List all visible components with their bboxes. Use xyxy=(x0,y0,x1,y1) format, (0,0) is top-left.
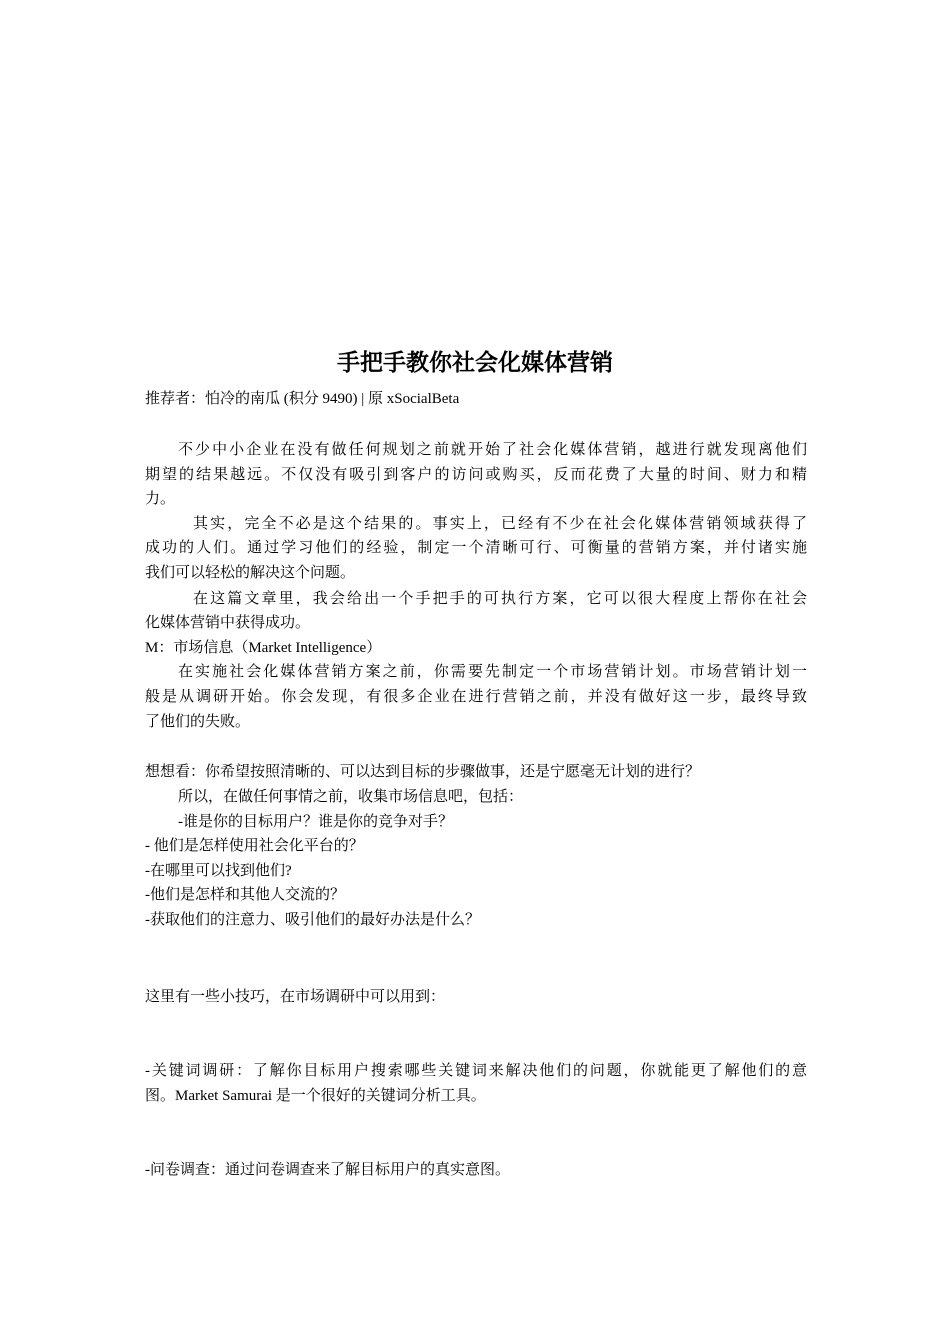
paragraph-line: 了他们的失败。 xyxy=(145,714,251,730)
paragraph-line: 在这篇文章里，我会给出一个手把手的可执行方案，它可以很大程度上帮你在社会 xyxy=(193,591,807,607)
list-item: -谁是你的目标用户？谁是你的竞争对手？ xyxy=(178,814,453,830)
paragraph-line: 图。Market Samurai 是一个很好的关键词分析工具。 xyxy=(145,1088,486,1104)
paragraph-line: 期望的结果越远。不仅没有吸引到客户的访问或购买，反而花费了大量的时间、财力和精 xyxy=(145,467,807,483)
paragraph-line: 成功的人们。通过学习他们的经验，制定一个清晰可行、可衡量的营销方案，并付诸实施 xyxy=(145,540,807,556)
list-item: -获取他们的注意力、吸引他们的最好办法是什么？ xyxy=(145,912,480,928)
paragraph-line: 所以，在做任何事情之前，收集市场信息吧，包括： xyxy=(178,789,524,805)
paragraph-line: 化媒体营销中获得成功。 xyxy=(145,615,311,631)
section-heading: M：市场信息（Market Intelligence） xyxy=(145,640,382,656)
paragraph-line: 在实施社会化媒体营销方案之前，你需要先制定一个市场营销计划。市场营销计划一 xyxy=(178,664,807,680)
paragraph-line: -关键词调研：了解你目标用户搜索哪些关键词来解决他们的问题，你就能更了解他们的意 xyxy=(145,1063,807,1079)
byline: 推荐者：怕冷的南瓜 (积分 9490) | 原 xSocialBeta xyxy=(145,391,460,407)
paragraph-line: 我们可以轻松的解决这个问题。 xyxy=(145,565,356,581)
list-item: -他们是怎样和其他人交流的？ xyxy=(145,887,345,903)
list-item: -在哪里可以找到他们? xyxy=(145,863,292,879)
document-title: 手把手教你社会化媒体营销 xyxy=(337,350,613,376)
list-item: - 他们是怎样使用社会化平台的？ xyxy=(145,838,364,854)
paragraph-line: 其实，完全不必是这个结果的。事实上，已经有不少在社会化媒体营销领域获得了 xyxy=(193,516,807,532)
paragraph-line: 想想看：你希望按照清晰的、可以达到目标的步骤做事，还是宁愿毫无计划的进行？ xyxy=(145,764,701,780)
paragraph-line: 这里有一些小技巧，在市场调研中可以用到： xyxy=(145,989,446,1005)
paragraph-line: 般是从调研开始。你会发现，有很多企业在进行营销之前，并没有做好这一步，最终导致 xyxy=(145,689,807,705)
paragraph-line: 不少中小企业在没有做任何规划之前就开始了社会化媒体营销，越进行就发现离他们 xyxy=(178,442,807,458)
paragraph-line: 力。 xyxy=(145,491,176,507)
paragraph-line: -问卷调查：通过问卷调查来了解目标用户的真实意图。 xyxy=(145,1162,510,1178)
